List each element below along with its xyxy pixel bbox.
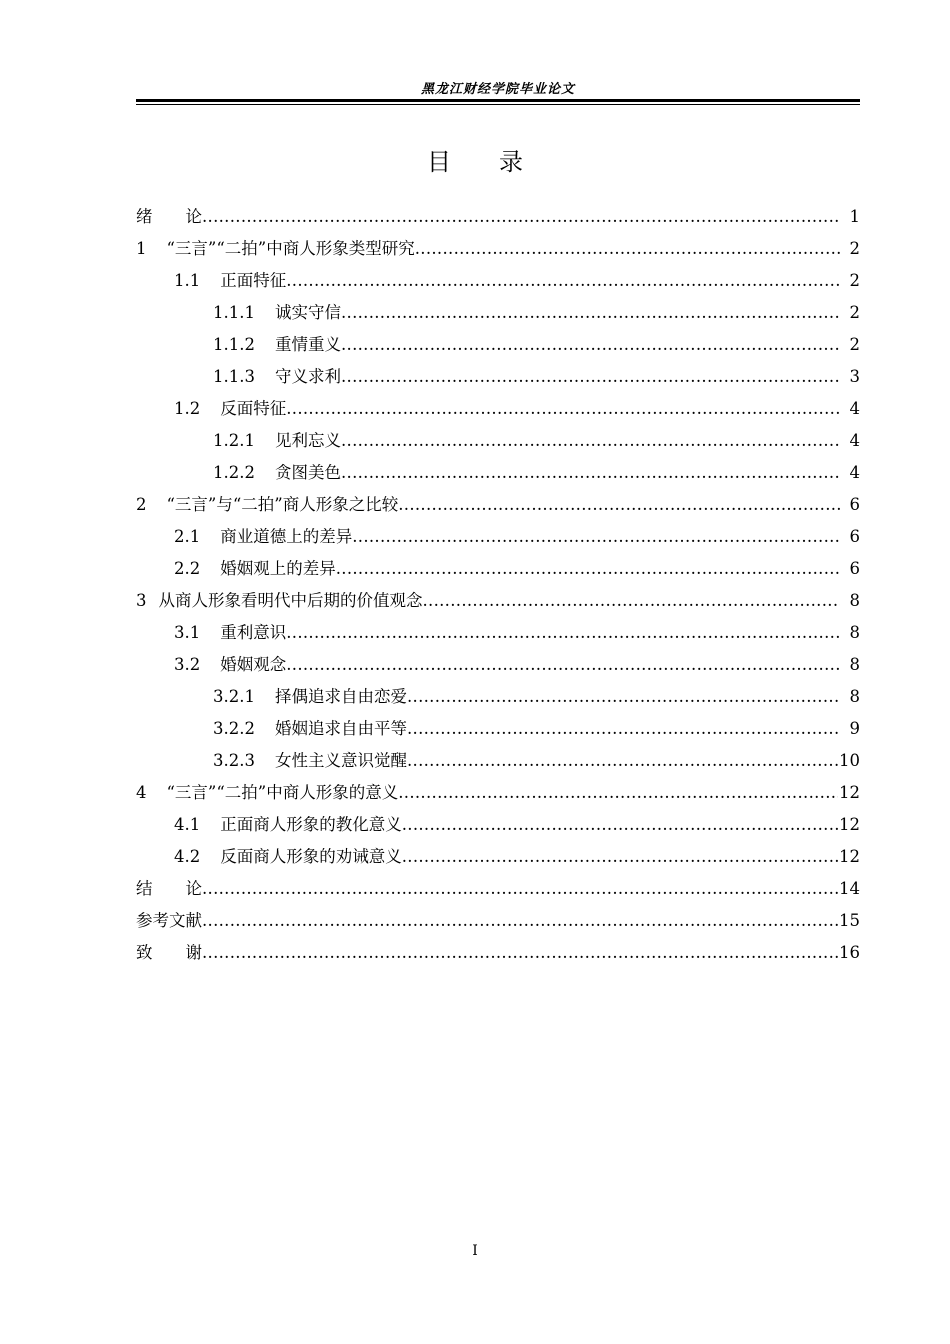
toc-entry-page: 10 [838,745,860,777]
toc-entry[interactable] [136,361,860,393]
toc-entry[interactable] [136,553,860,585]
toc-entry[interactable] [136,521,860,553]
toc-entry-number: 3.2 [174,655,201,674]
toc-entry-label: 重利意识 [220,623,287,642]
toc-entry-label: “三言”“二拍”中商人形象类型研究 [166,239,415,258]
toc-entry-label: 守义求利 [274,367,341,386]
toc-entry-page: 15 [838,905,860,937]
toc-entry-number: 2 [136,495,147,514]
toc-entry-number: 4.2 [174,847,201,866]
toc-entry-page: 12 [838,841,860,873]
toc-entry-number: 1.2.2 [213,463,255,482]
toc-entry-number: 3 [136,591,147,610]
toc-entry[interactable] [136,393,860,425]
toc-entry-label: 女性主义意识觉醒 [274,751,407,770]
toc-entry-page: 14 [838,873,860,905]
toc-entry[interactable] [136,297,860,329]
toc-entry-label: 贪图美色 [274,463,341,482]
toc-entry-number: 3.1 [174,623,201,642]
running-header: 黑龙江财经学院毕业论文 [420,82,575,97]
toc-entry[interactable] [136,937,860,969]
toc-entry-number: 1.1 [174,271,201,290]
toc-entry-page: 2 [849,265,861,297]
toc-entry-number: 1.1.2 [213,335,255,354]
toc-entry-page: 8 [849,617,861,649]
toc-entry-label: 择偶追求自由恋爱 [274,687,407,706]
toc-entry-label: 绪 论 [136,207,202,226]
toc-entry-page: 4 [849,393,861,425]
toc-entry-number: 1.1.3 [213,367,255,386]
page-number: I [472,1243,478,1259]
toc-entry-label: 参考文献 [136,911,202,930]
toc-entry-label: 婚姻观念 [220,655,287,674]
toc-entry-page: 16 [838,937,860,969]
toc-entry[interactable] [136,585,860,617]
header-rule-thick [136,99,860,102]
toc-entry-label: 结 论 [136,879,202,898]
toc-entry-number: 4 [136,783,147,802]
toc-entry[interactable] [136,777,860,809]
toc-entry-page: 3 [849,361,861,393]
toc-entry[interactable] [136,233,860,265]
toc-entry-page: 1 [849,201,861,233]
toc-entry-page: 12 [838,809,860,841]
toc-entry[interactable] [136,873,860,905]
toc-entry-label: 婚姻观上的差异 [220,559,336,578]
toc-entry-page: 6 [849,521,861,553]
toc-entry-number: 4.1 [174,815,201,834]
title-char-2: 录 [499,148,523,176]
toc-entry[interactable] [136,265,860,297]
toc-entry-label: 重情重义 [274,335,341,354]
toc-entry-number: 2.1 [174,527,201,546]
toc-entry-label: 诚实守信 [274,303,341,322]
toc-entry-number: 2.2 [174,559,201,578]
toc-entry-number: 1.2.1 [213,431,255,450]
toc-entry-label: 商业道德上的差异 [220,527,353,546]
toc-entry-page: 12 [838,777,860,809]
toc-entry-label: 见利忘义 [274,431,341,450]
header-rule-thin [136,104,860,105]
table-of-contents [136,201,860,969]
toc-entry-page: 6 [849,553,861,585]
toc-entry[interactable] [136,617,860,649]
toc-entry[interactable] [136,841,860,873]
toc-entry-label: 婚姻追求自由平等 [274,719,407,738]
toc-entry-number: 1.2 [174,399,201,418]
toc-entry-label: 从商人形象看明代中后期的价值观念 [158,591,423,610]
toc-entry-page: 2 [849,233,861,265]
toc-entry-page: 2 [849,329,861,361]
toc-entry[interactable] [136,745,860,777]
toc-entry[interactable] [136,713,860,745]
toc-entry-page: 4 [849,457,861,489]
toc-entry[interactable] [136,905,860,937]
toc-entry-label: 反面商人形象的劝诫意义 [220,847,402,866]
toc-entry[interactable] [136,489,860,521]
toc-entry-page: 6 [849,489,861,521]
toc-entry[interactable] [136,457,860,489]
toc-entry-label: 反面特征 [220,399,287,418]
toc-entry-label: “三言”“二拍”中商人形象的意义 [166,783,399,802]
toc-entry-label: 正面特征 [220,271,287,290]
toc-entry[interactable] [136,809,860,841]
toc-entry-number: 3.2.3 [213,751,255,770]
toc-entry[interactable] [136,329,860,361]
toc-entry-page: 9 [849,713,861,745]
toc-entry-number: 3.2.1 [213,687,255,706]
toc-entry-page: 2 [849,297,861,329]
toc-entry-page: 8 [849,649,861,681]
toc-entry-label: “三言”与“二拍”商人形象之比较 [166,495,399,514]
title-char-1: 目 [427,148,451,176]
toc-entry-number: 3.2.2 [213,719,255,738]
toc-entry[interactable] [136,649,860,681]
toc-entry-page: 8 [849,681,861,713]
toc-entry[interactable] [136,201,860,233]
toc-entry[interactable] [136,425,860,457]
toc-entry-page: 8 [849,585,861,617]
toc-entry-number: 1.1.1 [213,303,255,322]
toc-entry[interactable] [136,681,860,713]
toc-entry-page: 4 [849,425,861,457]
toc-entry-number: 1 [136,239,147,258]
page-title [0,142,950,177]
toc-entry-label: 致 谢 [136,943,202,962]
toc-entry-label: 正面商人形象的教化意义 [220,815,402,834]
